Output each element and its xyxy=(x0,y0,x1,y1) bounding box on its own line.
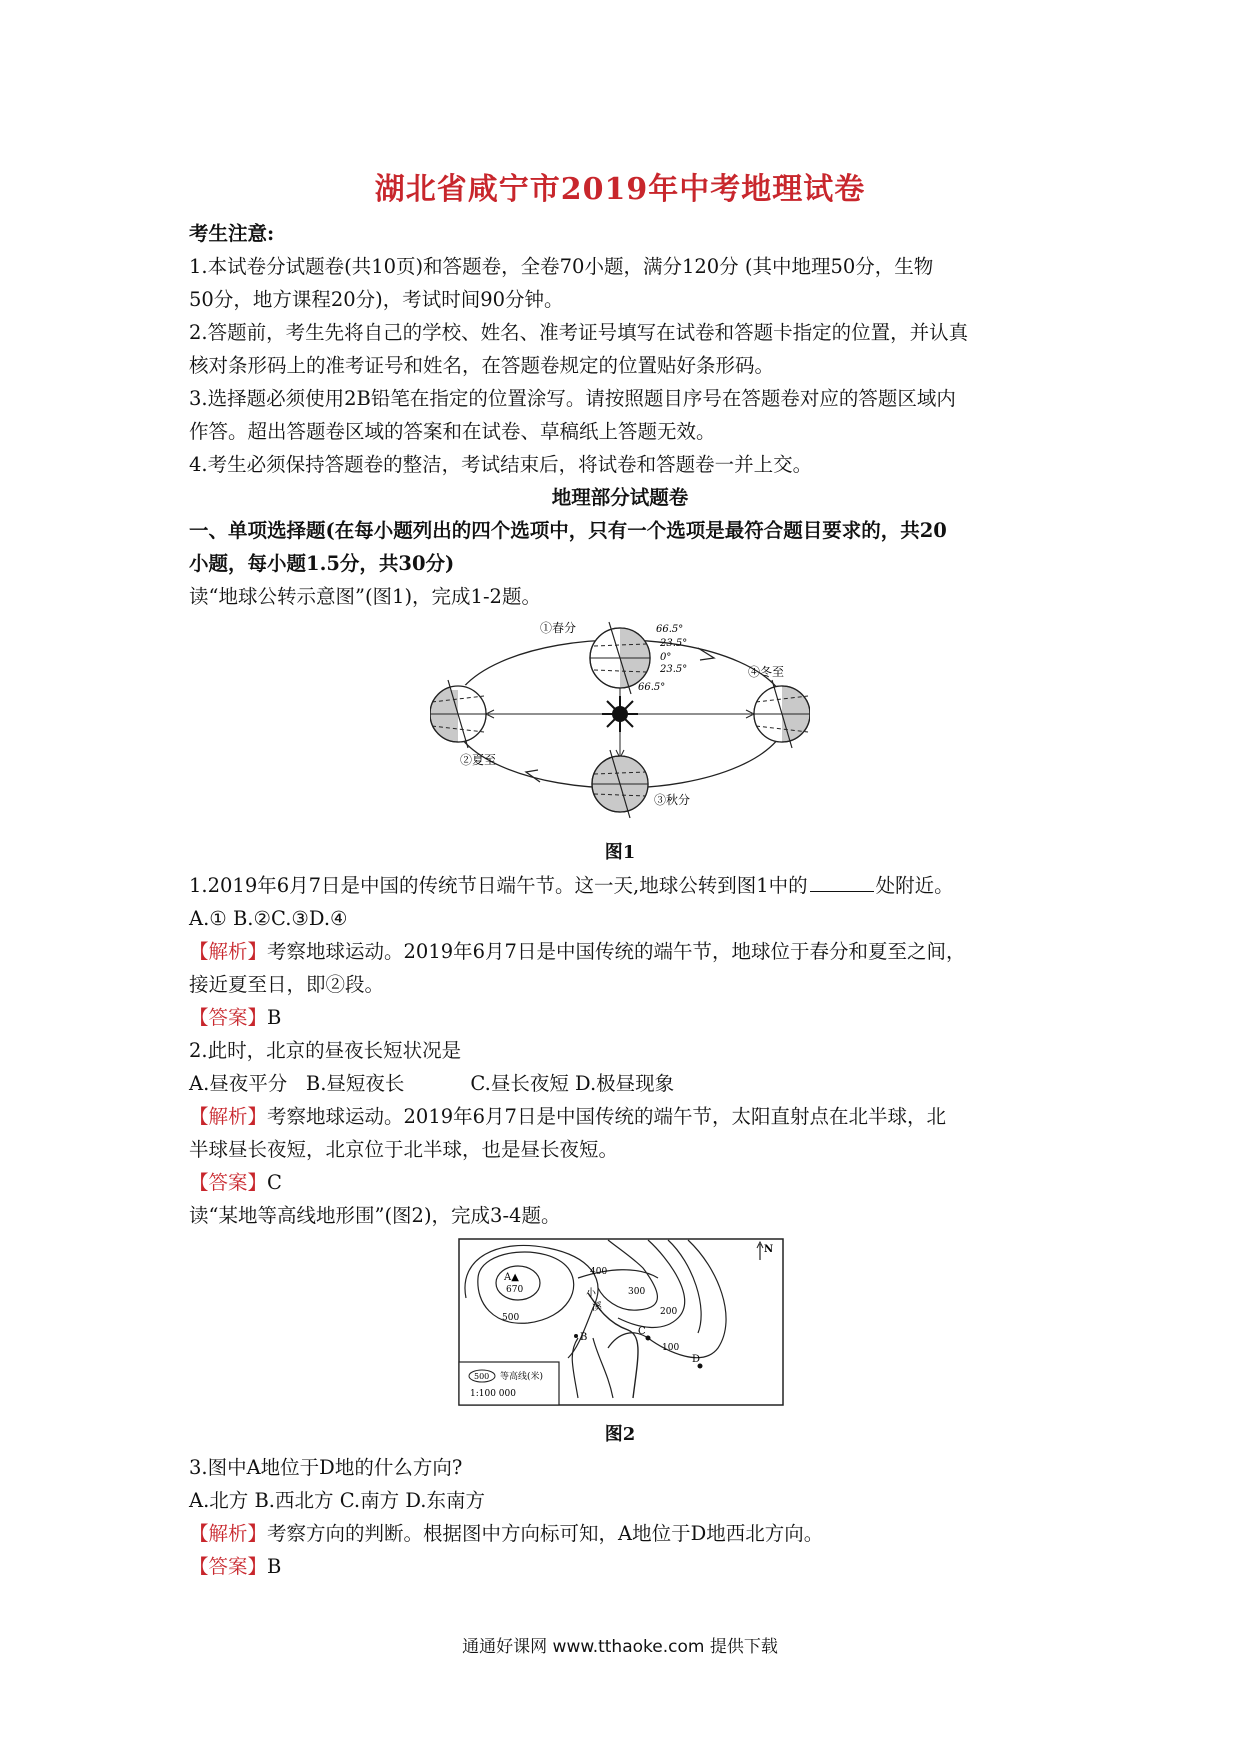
analysis-tag: 【解析】 xyxy=(189,940,268,963)
answer-tag: 【答案】 xyxy=(189,1555,268,1578)
label-lat-3: 0° xyxy=(660,652,672,663)
label-winter: ④冬至 xyxy=(748,665,785,679)
label-river-2: 溪 xyxy=(592,1302,602,1313)
label-lat-1: 66.5° xyxy=(656,624,684,635)
q1-stem: 1.2019年6月7日是中国的传统节日端午节。这一天,地球公转到图1中的 处附近。 xyxy=(189,874,954,897)
fig2-intro: 读“某地等高线地形围”(图2)，完成3-4题。 xyxy=(189,1204,561,1227)
q1-options: A.① B.②C.③D.④ xyxy=(189,907,348,930)
earth-summer xyxy=(430,680,486,748)
fig1-intro: 读“地球公转示意图”(图1)，完成1-2题。 xyxy=(189,585,541,608)
label-autumn: ③秋分 xyxy=(654,793,691,807)
label-peak: A▲ xyxy=(504,1272,519,1283)
notice-line-3b: 作答。超出答题卷区域的答案和在试卷、草稿纸上答题无效。 xyxy=(189,420,716,443)
q3-stem: 3.图中A地位于D地的什么方向? xyxy=(189,1456,463,1479)
q1-analysis-a: 【解析】考察地球运动。2019年6月7日是中国传统的端午节，地球位于春分和夏至之间， xyxy=(189,940,966,963)
legend-text: 等高线(米) xyxy=(500,1372,544,1382)
notice-line-1a: 1.本试卷分试题卷(共10页)和答题卷，全卷70小题，满分120分 (其中地理50分，生物 xyxy=(189,255,934,278)
label-river-1: 小 xyxy=(586,1288,596,1299)
label-lat-4: 23.5° xyxy=(660,664,688,675)
analysis-tag: 【解析】 xyxy=(189,1522,268,1545)
q1-analysis-b: 接近夏至日，即②段。 xyxy=(189,973,385,996)
point-b xyxy=(574,1334,578,1338)
notice-line-2a: 2.答题前，考生先将自己的学校、姓名、准考证号填写在试卷和答题卡指定的位置，并认真 xyxy=(189,321,969,344)
point-c xyxy=(646,1336,651,1341)
label-spring: ①春分 xyxy=(540,621,577,635)
earth-winter xyxy=(754,680,810,748)
earth-revolution-diagram xyxy=(430,616,810,826)
q2-analysis-a: 【解析】考察地球运动。2019年6月7日是中国传统的端午节，太阳直射点在北半球，北 xyxy=(189,1105,946,1128)
legend-scale: 1:100 000 xyxy=(470,1389,516,1399)
q2-options: A.昼夜平分 B.昼短夜长 C.昼长夜短 D.极昼现象 xyxy=(189,1072,675,1095)
fig2-caption: 图2 xyxy=(604,1424,636,1445)
earth-autumn xyxy=(592,750,648,818)
part1-heading-1: 一、单项选择题(在每小题列出的四个选项中，只有一个选项是最符合题目要求的，共20 xyxy=(189,519,947,542)
notice-line-3a: 3.选择题必须使用2B铅笔在指定的位置涂写。请按照题目序号在答题卷对应的答题区域内 xyxy=(189,387,956,410)
label-300: 300 xyxy=(628,1287,646,1297)
q1-answer: 【答案】B xyxy=(189,1006,282,1029)
sun-icon xyxy=(602,696,638,732)
contour-map xyxy=(458,1238,784,1406)
label-500: 500 xyxy=(502,1313,520,1323)
fig1-caption: 图1 xyxy=(604,842,636,863)
label-lat-2: 23.5° xyxy=(660,638,688,649)
label-b: B xyxy=(580,1332,588,1343)
legend-value: 500 xyxy=(474,1372,490,1381)
label-c: C xyxy=(638,1326,646,1337)
answer-tag: 【答案】 xyxy=(189,1171,268,1194)
answer-tag: 【答案】 xyxy=(189,1006,268,1029)
part1-heading-2: 小题，每小题1.5分，共30分) xyxy=(189,552,455,575)
q3-answer: 【答案】B xyxy=(189,1555,282,1578)
label-summer: ②夏至 xyxy=(460,753,497,767)
notice-heading: 考生注意: xyxy=(189,222,275,245)
label-north: N xyxy=(764,1244,774,1255)
notice-line-2b: 核对条形码上的准考证号和姓名，在答题卷规定的位置贴好条形码。 xyxy=(189,354,775,377)
q2-answer: 【答案】C xyxy=(189,1171,282,1194)
analysis-tag: 【解析】 xyxy=(189,1105,268,1128)
page-title: 湖北省咸宁市2019年中考地理试卷 xyxy=(374,172,866,207)
q2-analysis-b: 半球昼长夜短，北京位于北半球，也是昼长夜短。 xyxy=(189,1138,619,1161)
page-footer: 通通好课网 www.tthaoke.com 提供下载 xyxy=(462,1637,778,1657)
label-400: 400 xyxy=(590,1267,608,1277)
label-200: 200 xyxy=(660,1307,678,1317)
notice-line-1b: 50分，地方课程20分)，考试时间90分钟。 xyxy=(189,288,564,311)
label-100: 100 xyxy=(662,1343,680,1353)
answer-blank xyxy=(810,890,874,892)
notice-line-4: 4.考生必须保持答题卷的整洁，考试结束后，将试卷和答题卷一并上交。 xyxy=(189,453,813,476)
section-title: 地理部分试题卷 xyxy=(551,486,689,509)
label-d: D xyxy=(692,1354,701,1365)
q3-options: A.北方 B.西北方 C.南方 D.东南方 xyxy=(189,1489,485,1512)
label-lat-5: 66.5° xyxy=(638,682,666,693)
q3-analysis: 【解析】考察方向的判断。根据图中方向标可知，A地位于D地西北方向。 xyxy=(189,1522,824,1545)
label-peak-height: 670 xyxy=(506,1285,524,1295)
q2-stem: 2.此时，北京的昼夜长短状况是 xyxy=(189,1039,462,1062)
